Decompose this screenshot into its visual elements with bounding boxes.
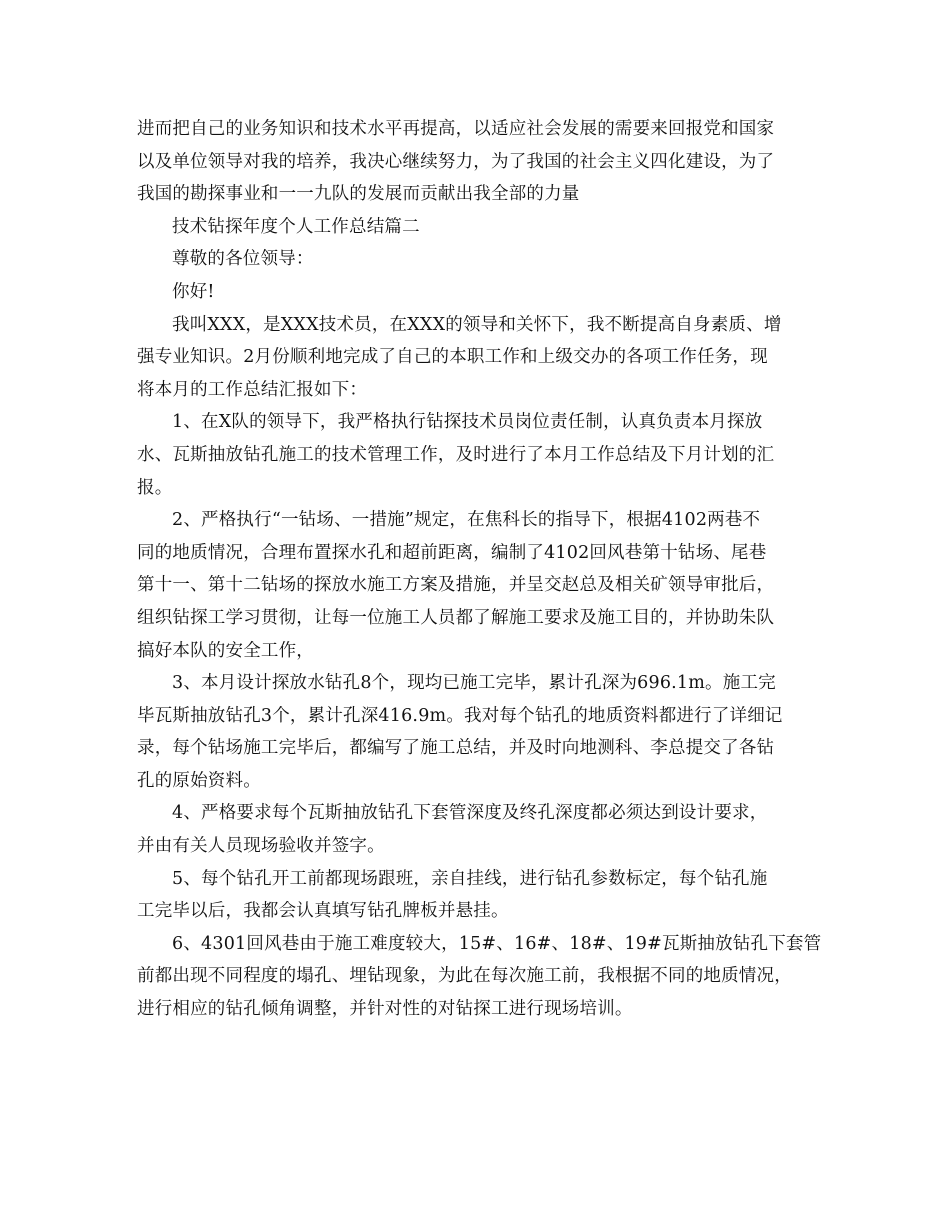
salutation xyxy=(137,243,813,276)
paragraph xyxy=(137,113,813,211)
paragraph xyxy=(137,667,813,797)
paragraph-line: 前都出现不同程度的塌孔、埋钻现象，为此在每次施工前，我根据不同的地质情况， xyxy=(137,966,792,987)
paragraph-line: 2、严格执行“一钻场、一措施”规定，在焦科长的指导下，根据4102两巷不 xyxy=(172,510,761,531)
paragraph-line: 并由有关人员现场验收并签字。 xyxy=(137,836,385,857)
paragraph-line: 3、本月设计探放水钻孔8个，现均已施工完毕，累计孔深为696.1m。施工完 xyxy=(172,673,776,694)
paragraph-line: 搞好本队的安全工作， xyxy=(137,640,314,661)
paragraph-line: 将本月的工作总结汇报如下： xyxy=(137,379,368,400)
paragraph xyxy=(137,504,813,667)
paragraph-line: 水、瓦斯抽放钻孔施工的技术管理工作，及时进行了本月工作总结及下月计划的汇 xyxy=(137,444,775,465)
paragraph-line: 1、在X队的领导下，我严格执行钻探技术员岗位责任制，认真负责本月探放 xyxy=(172,412,763,433)
paragraph xyxy=(137,863,813,928)
paragraph-line: 组织钻探工学习贯彻，让每一位施工人员都了解施工要求及施工目的，并协助朱队 xyxy=(137,607,775,628)
paragraph xyxy=(137,406,813,504)
paragraph-line: 第十一、第十二钻场的探放水施工方案及措施，并呈交赵总及相关矿领导审批后， xyxy=(137,575,775,596)
paragraph-line: 进而把自己的业务知识和技术水平再提高，以适应社会发展的需要来回报党和国家 xyxy=(137,119,775,139)
paragraph xyxy=(137,309,813,407)
paragraph-line: 5、每个钻孔开工前都现场跟班，亲自挂线，进行钻孔参数标定，每个钻孔施 xyxy=(172,868,768,889)
paragraph-line: 4、严格要求每个瓦斯抽放钻孔下套管深度及终孔深度都必须达到设计要求， xyxy=(172,803,768,824)
paragraph-line: 孔的原始资料。 xyxy=(137,770,261,791)
paragraph-line: 进行相应的钻孔倾角调整，并针对性的对钻探工进行现场培训。 xyxy=(137,999,633,1020)
paragraph-line: 6、4301回风巷由于施工难度较大，15#、16#、18#、19#瓦斯抽放钻孔下套管 xyxy=(172,933,822,954)
paragraph-line: 报。 xyxy=(137,477,173,498)
document-body xyxy=(137,113,822,1026)
section-title xyxy=(137,211,813,244)
paragraph-line: 同的地质情况，合理布置探水孔和超前距离，编制了4102回风巷第十钻场、尾巷 xyxy=(137,542,767,563)
paragraph-line: 以及单位领导对我的培养，我决心继续努力，为了我国的社会主义四化建设，为了 xyxy=(137,151,775,172)
greeting-line: 你好! xyxy=(172,281,215,302)
paragraph-line: 录，每个钻场施工完毕后，都编写了施工总结，并及时向地测科、李总提交了各钻 xyxy=(137,738,775,759)
paragraph-line: 工完毕以后，我都会认真填写钻孔牌板并悬挂。 xyxy=(137,901,509,922)
paragraph-line: 我叫XXX，是XXX技术员，在XXX的领导和关怀下，我不断提高自身素质、增 xyxy=(172,314,782,335)
paragraph-line: 强专业知识。2月份顺利地完成了自己的本职工作和上级交办的各项工作任务，现 xyxy=(137,347,768,368)
paragraph xyxy=(137,928,822,1026)
section-title-line: 技术钻探年度个人工作总结篇二 xyxy=(172,216,420,237)
salutation-line: 尊敬的各位领导： xyxy=(172,249,314,270)
greeting xyxy=(137,276,813,309)
paragraph-line: 毕瓦斯抽放钻孔3个，累计孔深416.9m。我对每个钻孔的地质资料都进行了详细记 xyxy=(137,705,783,726)
paragraph xyxy=(137,797,813,862)
paragraph-line: 我国的勘探事业和一一九队的发展而贡献出我全部的力量 xyxy=(137,184,580,205)
